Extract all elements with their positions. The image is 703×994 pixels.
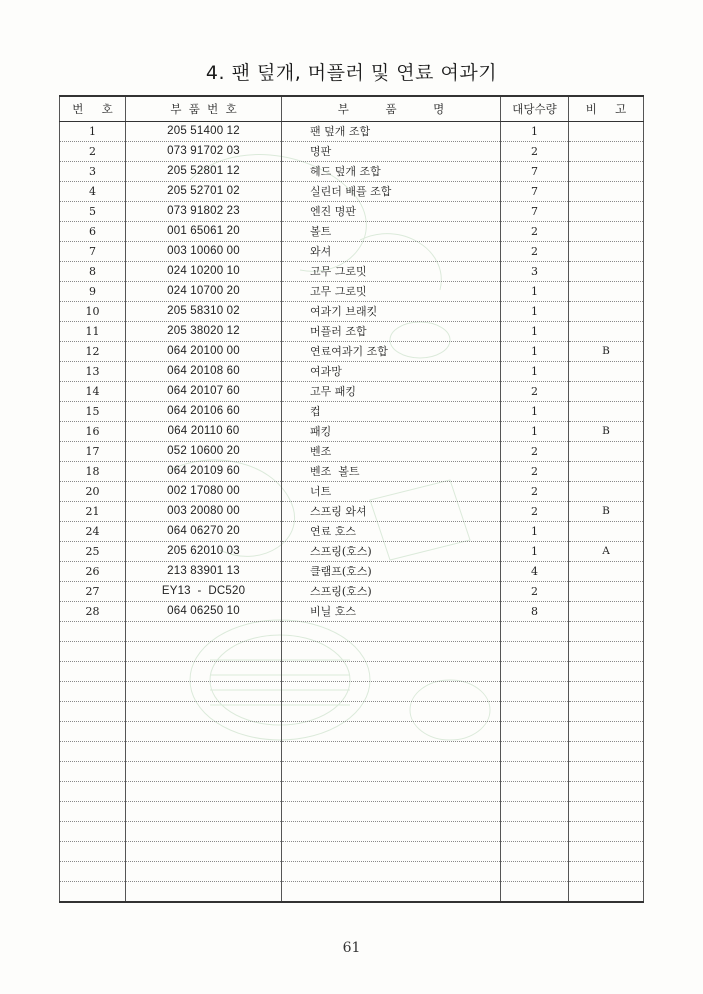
cell-no: 6 bbox=[60, 222, 126, 242]
page-title: 4. 팬 덮개, 머플러 및 연료 여과기 bbox=[205, 62, 498, 84]
table-row bbox=[60, 602, 644, 622]
empty-cell bbox=[569, 622, 644, 642]
cell-note bbox=[569, 562, 644, 582]
table-row bbox=[60, 202, 644, 222]
empty-cell bbox=[126, 802, 282, 822]
cell-qty: 1 bbox=[501, 522, 569, 542]
empty-cell bbox=[501, 742, 569, 762]
table-row bbox=[60, 462, 644, 482]
table-row bbox=[60, 322, 644, 342]
empty-cell bbox=[282, 642, 501, 662]
cell-note: B bbox=[569, 342, 644, 362]
table-row bbox=[60, 582, 644, 602]
cell-no: 25 bbox=[60, 542, 126, 562]
cell-part-number: 003 20080 00 bbox=[126, 502, 282, 522]
table-body bbox=[60, 122, 644, 903]
empty-cell bbox=[282, 802, 501, 822]
empty-cell bbox=[569, 662, 644, 682]
empty-cell bbox=[60, 882, 126, 903]
cell-qty: 7 bbox=[501, 202, 569, 222]
empty-cell bbox=[282, 762, 501, 782]
cell-part-name: 벤조 bbox=[282, 442, 501, 462]
empty-cell bbox=[126, 862, 282, 882]
cell-part-name: 컵 bbox=[282, 402, 501, 422]
cell-no: 2 bbox=[60, 142, 126, 162]
cell-part-name: 클램프(호스) bbox=[282, 562, 501, 582]
empty-cell bbox=[60, 742, 126, 762]
empty-cell bbox=[569, 802, 644, 822]
cell-no: 16 bbox=[60, 422, 126, 442]
table-row bbox=[60, 522, 644, 542]
cell-part-number: 064 20109 60 bbox=[126, 462, 282, 482]
table-row bbox=[60, 442, 644, 462]
cell-part-name: 여과기 브래킷 bbox=[282, 302, 501, 322]
empty-cell bbox=[501, 682, 569, 702]
empty-cell bbox=[60, 842, 126, 862]
cell-note: B bbox=[569, 502, 644, 522]
empty-cell bbox=[569, 882, 644, 903]
empty-table-row bbox=[60, 802, 644, 822]
cell-qty: 8 bbox=[501, 602, 569, 622]
cell-note bbox=[569, 202, 644, 222]
empty-table-row bbox=[60, 642, 644, 662]
empty-cell bbox=[501, 862, 569, 882]
cell-part-name: 벤조 볼트 bbox=[282, 462, 501, 482]
cell-qty: 2 bbox=[501, 442, 569, 462]
cell-qty: 2 bbox=[501, 242, 569, 262]
empty-cell bbox=[60, 642, 126, 662]
cell-part-number: 024 10700 20 bbox=[126, 282, 282, 302]
cell-note: A bbox=[569, 542, 644, 562]
empty-cell bbox=[501, 782, 569, 802]
cell-note bbox=[569, 382, 644, 402]
cell-no: 18 bbox=[60, 462, 126, 482]
cell-part-name: 볼트 bbox=[282, 222, 501, 242]
empty-cell bbox=[282, 622, 501, 642]
empty-cell bbox=[60, 702, 126, 722]
header-part-name: 부 품 명 bbox=[282, 96, 501, 122]
header-qty: 대당수량 bbox=[501, 96, 569, 122]
empty-cell bbox=[60, 682, 126, 702]
empty-cell bbox=[282, 722, 501, 742]
cell-part-name: 와셔 bbox=[282, 242, 501, 262]
table-row bbox=[60, 422, 644, 442]
table-row bbox=[60, 382, 644, 402]
empty-table-row bbox=[60, 782, 644, 802]
cell-part-number: 205 38020 12 bbox=[126, 322, 282, 342]
empty-cell bbox=[501, 822, 569, 842]
cell-note bbox=[569, 142, 644, 162]
empty-cell bbox=[282, 662, 501, 682]
table-header-row bbox=[60, 96, 644, 122]
table-row bbox=[60, 282, 644, 302]
cell-no: 17 bbox=[60, 442, 126, 462]
cell-part-number: 064 06270 20 bbox=[126, 522, 282, 542]
empty-cell bbox=[60, 782, 126, 802]
cell-part-name: 연료여과기 조합 bbox=[282, 342, 501, 362]
cell-no: 28 bbox=[60, 602, 126, 622]
empty-cell bbox=[60, 802, 126, 822]
cell-part-name: 여과망 bbox=[282, 362, 501, 382]
cell-part-number: 064 20110 60 bbox=[126, 422, 282, 442]
cell-note bbox=[569, 182, 644, 202]
cell-note: B bbox=[569, 422, 644, 442]
empty-table-row bbox=[60, 762, 644, 782]
empty-cell bbox=[501, 842, 569, 862]
header-note: 비 고 bbox=[569, 96, 644, 122]
cell-part-name: 팬 덮개 조합 bbox=[282, 122, 501, 142]
cell-qty: 7 bbox=[501, 162, 569, 182]
empty-cell bbox=[126, 822, 282, 842]
cell-note bbox=[569, 242, 644, 262]
cell-qty: 2 bbox=[501, 502, 569, 522]
cell-part-number: 205 62010 03 bbox=[126, 542, 282, 562]
cell-no: 14 bbox=[60, 382, 126, 402]
cell-no: 21 bbox=[60, 502, 126, 522]
empty-table-row bbox=[60, 882, 644, 903]
cell-part-number: EY13 - DC520 bbox=[126, 582, 282, 602]
cell-part-number: 064 06250 10 bbox=[126, 602, 282, 622]
cell-part-number: 064 20107 60 bbox=[126, 382, 282, 402]
cell-qty: 1 bbox=[501, 542, 569, 562]
cell-qty: 2 bbox=[501, 462, 569, 482]
empty-cell bbox=[501, 762, 569, 782]
cell-note bbox=[569, 122, 644, 142]
empty-cell bbox=[126, 742, 282, 762]
cell-no: 20 bbox=[60, 482, 126, 502]
empty-cell bbox=[60, 822, 126, 842]
parts-table bbox=[59, 95, 644, 903]
cell-note bbox=[569, 302, 644, 322]
cell-qty: 2 bbox=[501, 222, 569, 242]
empty-cell bbox=[282, 702, 501, 722]
empty-cell bbox=[126, 842, 282, 862]
cell-no: 8 bbox=[60, 262, 126, 282]
empty-cell bbox=[569, 702, 644, 722]
empty-table-row bbox=[60, 662, 644, 682]
empty-cell bbox=[569, 862, 644, 882]
cell-part-name: 연료 호스 bbox=[282, 522, 501, 542]
table-row bbox=[60, 122, 644, 142]
cell-note bbox=[569, 462, 644, 482]
cell-part-name: 스프링(호스) bbox=[282, 582, 501, 602]
cell-note bbox=[569, 522, 644, 542]
cell-no: 5 bbox=[60, 202, 126, 222]
empty-cell bbox=[501, 802, 569, 822]
empty-cell bbox=[501, 622, 569, 642]
table-row bbox=[60, 502, 644, 522]
table-row bbox=[60, 222, 644, 242]
empty-cell bbox=[282, 882, 501, 903]
empty-cell bbox=[569, 722, 644, 742]
cell-note bbox=[569, 442, 644, 462]
empty-cell bbox=[60, 862, 126, 882]
cell-no: 12 bbox=[60, 342, 126, 362]
cell-note bbox=[569, 482, 644, 502]
table-row bbox=[60, 242, 644, 262]
cell-part-name: 패킹 bbox=[282, 422, 501, 442]
empty-cell bbox=[126, 782, 282, 802]
cell-no: 24 bbox=[60, 522, 126, 542]
table-row bbox=[60, 362, 644, 382]
empty-cell bbox=[126, 762, 282, 782]
table-row bbox=[60, 542, 644, 562]
cell-part-number: 073 91802 23 bbox=[126, 202, 282, 222]
cell-part-number: 001 65061 20 bbox=[126, 222, 282, 242]
cell-part-number: 052 10600 20 bbox=[126, 442, 282, 462]
empty-cell bbox=[501, 882, 569, 903]
cell-qty: 1 bbox=[501, 362, 569, 382]
empty-cell bbox=[60, 662, 126, 682]
empty-cell bbox=[282, 842, 501, 862]
table-row bbox=[60, 162, 644, 182]
cell-note bbox=[569, 282, 644, 302]
cell-part-name: 고무 패킹 bbox=[282, 382, 501, 402]
empty-cell bbox=[60, 622, 126, 642]
cell-qty: 1 bbox=[501, 302, 569, 322]
cell-part-number: 024 10200 10 bbox=[126, 262, 282, 282]
cell-part-name: 너트 bbox=[282, 482, 501, 502]
table-row bbox=[60, 142, 644, 162]
cell-no: 7 bbox=[60, 242, 126, 262]
cell-part-name: 고무 그로밋 bbox=[282, 282, 501, 302]
empty-cell bbox=[126, 622, 282, 642]
cell-part-number: 064 20100 00 bbox=[126, 342, 282, 362]
empty-cell bbox=[569, 782, 644, 802]
cell-no: 9 bbox=[60, 282, 126, 302]
empty-table-row bbox=[60, 722, 644, 742]
cell-note bbox=[569, 402, 644, 422]
empty-cell bbox=[126, 882, 282, 903]
empty-cell bbox=[569, 842, 644, 862]
empty-cell bbox=[569, 742, 644, 762]
empty-table-row bbox=[60, 822, 644, 842]
cell-no: 26 bbox=[60, 562, 126, 582]
cell-part-name: 비닐 호스 bbox=[282, 602, 501, 622]
empty-cell bbox=[60, 762, 126, 782]
table-row bbox=[60, 302, 644, 322]
cell-part-number: 205 52801 12 bbox=[126, 162, 282, 182]
cell-part-name: 헤드 덮개 조합 bbox=[282, 162, 501, 182]
cell-part-number: 064 20108 60 bbox=[126, 362, 282, 382]
cell-part-name: 스프링(호스) bbox=[282, 542, 501, 562]
cell-qty: 1 bbox=[501, 342, 569, 362]
empty-cell bbox=[282, 682, 501, 702]
cell-qty: 2 bbox=[501, 582, 569, 602]
table-row bbox=[60, 562, 644, 582]
cell-qty: 1 bbox=[501, 422, 569, 442]
empty-cell bbox=[501, 722, 569, 742]
empty-cell bbox=[501, 702, 569, 722]
empty-table-row bbox=[60, 622, 644, 642]
page-number: 61 bbox=[342, 940, 361, 956]
empty-cell bbox=[282, 822, 501, 842]
empty-cell bbox=[126, 682, 282, 702]
table-row bbox=[60, 482, 644, 502]
cell-part-name: 명판 bbox=[282, 142, 501, 162]
empty-cell bbox=[569, 762, 644, 782]
cell-no: 3 bbox=[60, 162, 126, 182]
cell-note bbox=[569, 222, 644, 242]
table-row bbox=[60, 262, 644, 282]
empty-cell bbox=[282, 782, 501, 802]
cell-note bbox=[569, 362, 644, 382]
cell-no: 4 bbox=[60, 182, 126, 202]
cell-qty: 3 bbox=[501, 262, 569, 282]
cell-qty: 1 bbox=[501, 122, 569, 142]
cell-qty: 1 bbox=[501, 322, 569, 342]
empty-cell bbox=[501, 662, 569, 682]
cell-note bbox=[569, 602, 644, 622]
empty-cell bbox=[569, 822, 644, 842]
empty-cell bbox=[282, 742, 501, 762]
cell-part-name: 머플러 조합 bbox=[282, 322, 501, 342]
empty-cell bbox=[126, 702, 282, 722]
empty-cell bbox=[126, 662, 282, 682]
cell-part-number: 205 52701 02 bbox=[126, 182, 282, 202]
empty-table-row bbox=[60, 862, 644, 882]
header-part-number: 부 품 번 호 bbox=[126, 96, 282, 122]
empty-cell bbox=[569, 682, 644, 702]
cell-part-number: 064 20106 60 bbox=[126, 402, 282, 422]
empty-cell bbox=[282, 862, 501, 882]
cell-qty: 2 bbox=[501, 382, 569, 402]
cell-no: 11 bbox=[60, 322, 126, 342]
empty-cell bbox=[60, 722, 126, 742]
cell-qty: 1 bbox=[501, 282, 569, 302]
empty-cell bbox=[501, 642, 569, 662]
cell-part-number: 205 51400 12 bbox=[126, 122, 282, 142]
cell-part-name: 실린더 배플 조합 bbox=[282, 182, 501, 202]
empty-table-row bbox=[60, 742, 644, 762]
cell-part-number: 073 91702 03 bbox=[126, 142, 282, 162]
cell-part-name: 고무 그로밋 bbox=[282, 262, 501, 282]
cell-part-name: 스프링 와셔 bbox=[282, 502, 501, 522]
table-row bbox=[60, 402, 644, 422]
cell-part-number: 003 10060 00 bbox=[126, 242, 282, 262]
cell-part-number: 213 83901 13 bbox=[126, 562, 282, 582]
header-no: 번 호 bbox=[60, 96, 126, 122]
cell-no: 13 bbox=[60, 362, 126, 382]
empty-table-row bbox=[60, 842, 644, 862]
empty-table-row bbox=[60, 682, 644, 702]
cell-no: 27 bbox=[60, 582, 126, 602]
empty-cell bbox=[126, 642, 282, 662]
cell-qty: 1 bbox=[501, 402, 569, 422]
cell-part-name: 엔진 명판 bbox=[282, 202, 501, 222]
cell-note bbox=[569, 162, 644, 182]
cell-qty: 2 bbox=[501, 482, 569, 502]
table-row bbox=[60, 342, 644, 362]
cell-note bbox=[569, 582, 644, 602]
empty-cell bbox=[569, 642, 644, 662]
cell-part-number: 002 17080 00 bbox=[126, 482, 282, 502]
cell-note bbox=[569, 262, 644, 282]
cell-qty: 7 bbox=[501, 182, 569, 202]
cell-qty: 2 bbox=[501, 142, 569, 162]
empty-cell bbox=[126, 722, 282, 742]
cell-part-number: 205 58310 02 bbox=[126, 302, 282, 322]
empty-table-row bbox=[60, 702, 644, 722]
cell-no: 1 bbox=[60, 122, 126, 142]
table-row bbox=[60, 182, 644, 202]
cell-note bbox=[569, 322, 644, 342]
cell-qty: 4 bbox=[501, 562, 569, 582]
cell-no: 10 bbox=[60, 302, 126, 322]
cell-no: 15 bbox=[60, 402, 126, 422]
